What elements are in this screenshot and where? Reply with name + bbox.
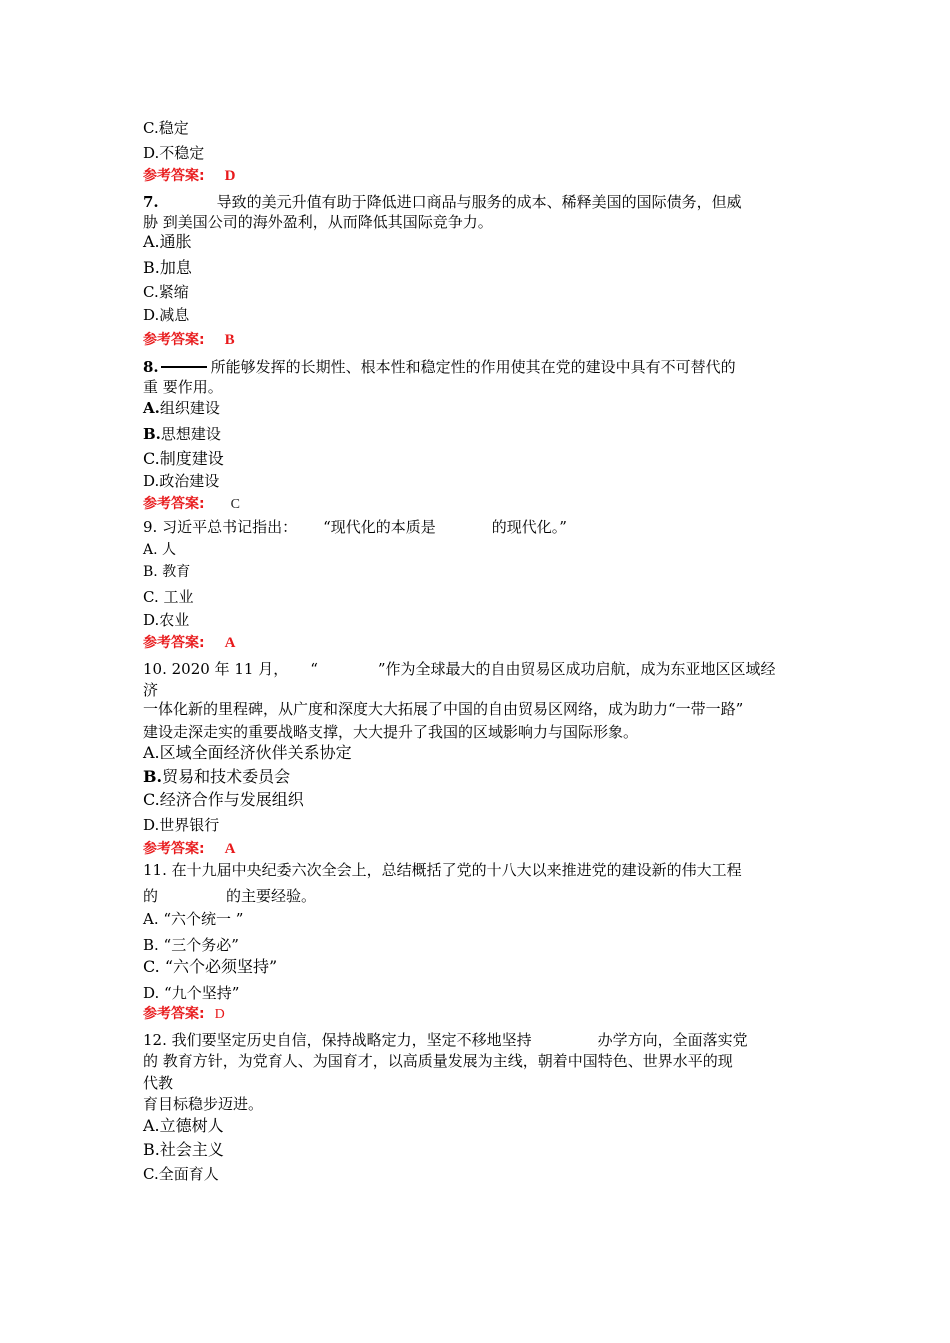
question-text: 的 — [143, 887, 159, 905]
question-number: 8. — [143, 358, 159, 376]
q6-option-d: D.不稳定 — [143, 144, 205, 162]
answer-label: 参考答案: — [143, 1006, 205, 1022]
q11-line-2 — [143, 886, 316, 906]
answer-value: C — [230, 497, 240, 512]
q8-line-2: 重 要作用。 — [143, 378, 223, 396]
q6-answer — [143, 166, 235, 186]
q12-line-4: 育目标稳步迈进。 — [143, 1095, 264, 1113]
question-text: ”作为全球最大的自由贸易区成功启航，成为东亚地区区域经 — [377, 660, 776, 678]
q7-option-a: A.通胀 — [143, 232, 192, 251]
option-key: A. — [143, 399, 160, 417]
question-number: 7. — [143, 193, 159, 211]
q12-line-2: 的 教育方针，为党育人、为国育才，以高质量发展为主线，朝着中国特色、世界水平的现 — [143, 1052, 733, 1070]
q12-option-a: A.立德树人 — [143, 1116, 224, 1135]
q9-option-a: A. 人 — [143, 542, 177, 558]
question-text: 9. 习近平总书记指出： — [143, 518, 298, 536]
q8-option-d: D.政治建设 — [143, 472, 220, 490]
answer-label: 参考答案: — [143, 168, 205, 184]
q9-option-d: D.农业 — [143, 611, 190, 629]
q11-option-b: B. “三个务必” — [143, 936, 239, 954]
option-text: 组织建设 — [159, 399, 220, 417]
q11-option-d: D. “九个坚持” — [143, 984, 240, 1002]
question-text: “ — [310, 660, 318, 678]
q8-option-a — [143, 398, 220, 418]
q7-option-d: D.减息 — [143, 306, 190, 324]
q7-option-c: C.紧缩 — [143, 283, 189, 301]
question-text: 导致的美元升值有助于降低进口商品与服务的成本、稀释美国的国际债务，但威 — [216, 193, 742, 211]
q9-line-1 — [143, 517, 567, 537]
question-text: 所能够发挥的长期性、根本性和稳定性的作用使其在党的建设中具有不可替代的 — [210, 358, 736, 376]
answer-label: 参考答案: — [143, 635, 205, 651]
question-text: 的主要经验。 — [226, 887, 317, 905]
q12-line-1 — [143, 1030, 748, 1050]
q11-answer — [143, 1004, 225, 1025]
q11-option-c: C. “六个必须坚持” — [143, 957, 278, 976]
answer-blank — [161, 366, 207, 368]
q7-line-2: 胁 到美国公司的海外盈利，从而降低其国际竞争力。 — [143, 213, 493, 231]
q10-option-b — [143, 767, 290, 787]
q8-line-1 — [143, 357, 736, 377]
question-text: 12. 我们要坚定历史自信，保持战略定力，坚定不移地坚持 — [143, 1031, 532, 1049]
answer-value: D — [224, 168, 236, 184]
answer-label: 参考答案: — [143, 496, 205, 512]
q10-line-4: 建设走深走实的重要战略支撑，大大提升了我国的区域影响力与国际形象。 — [143, 723, 639, 741]
question-text: 的现代化。” — [491, 518, 567, 536]
answer-label: 参考答案: — [143, 841, 205, 857]
q9-answer — [143, 633, 235, 653]
option-key: B. — [143, 425, 161, 443]
q7-line-1 — [143, 192, 742, 212]
answer-value: B — [224, 332, 235, 348]
option-key: B. — [143, 767, 163, 786]
question-text: “现代化的本质是 — [323, 518, 436, 536]
q10-answer — [143, 839, 235, 859]
answer-label: 参考答案: — [143, 332, 205, 348]
q11-line-1: 11. 在十九届中央纪委六次全会上，总结概括了党的十八大以来推进党的建设新的伟大工程 — [143, 861, 742, 879]
q8-option-b — [143, 424, 221, 444]
option-text: 贸易和技术委员会 — [162, 767, 291, 786]
q12-line-3: 代教 — [143, 1074, 174, 1092]
q10-line-1 — [143, 659, 776, 679]
q10-option-d: D.世界银行 — [143, 816, 220, 834]
answer-value: D — [214, 1007, 225, 1022]
q10-option-a: A.区域全面经济伙伴关系协定 — [143, 743, 352, 762]
q9-option-b: B. 教育 — [143, 564, 191, 580]
q6-option-c: C.稳定 — [143, 119, 189, 137]
option-text: 思想建设 — [160, 425, 221, 443]
q10-line-2: 济 — [143, 681, 159, 699]
answer-value: A — [224, 635, 236, 651]
q7-option-b: B.加息 — [143, 258, 192, 277]
q8-option-c: C.制度建设 — [143, 449, 224, 468]
q12-option-c: C.全面育人 — [143, 1165, 219, 1183]
q10-option-c: C.经济合作与发展组织 — [143, 790, 304, 809]
q9-option-c: C. 工业 — [143, 588, 194, 606]
q8-answer — [143, 494, 240, 515]
answer-value: A — [224, 841, 236, 857]
q12-option-b: B.社会主义 — [143, 1140, 224, 1159]
question-text: 10. 2020 年 11 月， — [143, 660, 289, 678]
q7-answer — [143, 330, 235, 350]
question-text: 办学方向，全面落实党 — [597, 1031, 748, 1049]
q11-option-a: A. “六个统一 ” — [143, 910, 244, 928]
q10-line-3: 一体化新的里程碑，从广度和深度大大拓展了中国的自由贸易区网络，成为助力“一带一路” — [143, 700, 744, 718]
